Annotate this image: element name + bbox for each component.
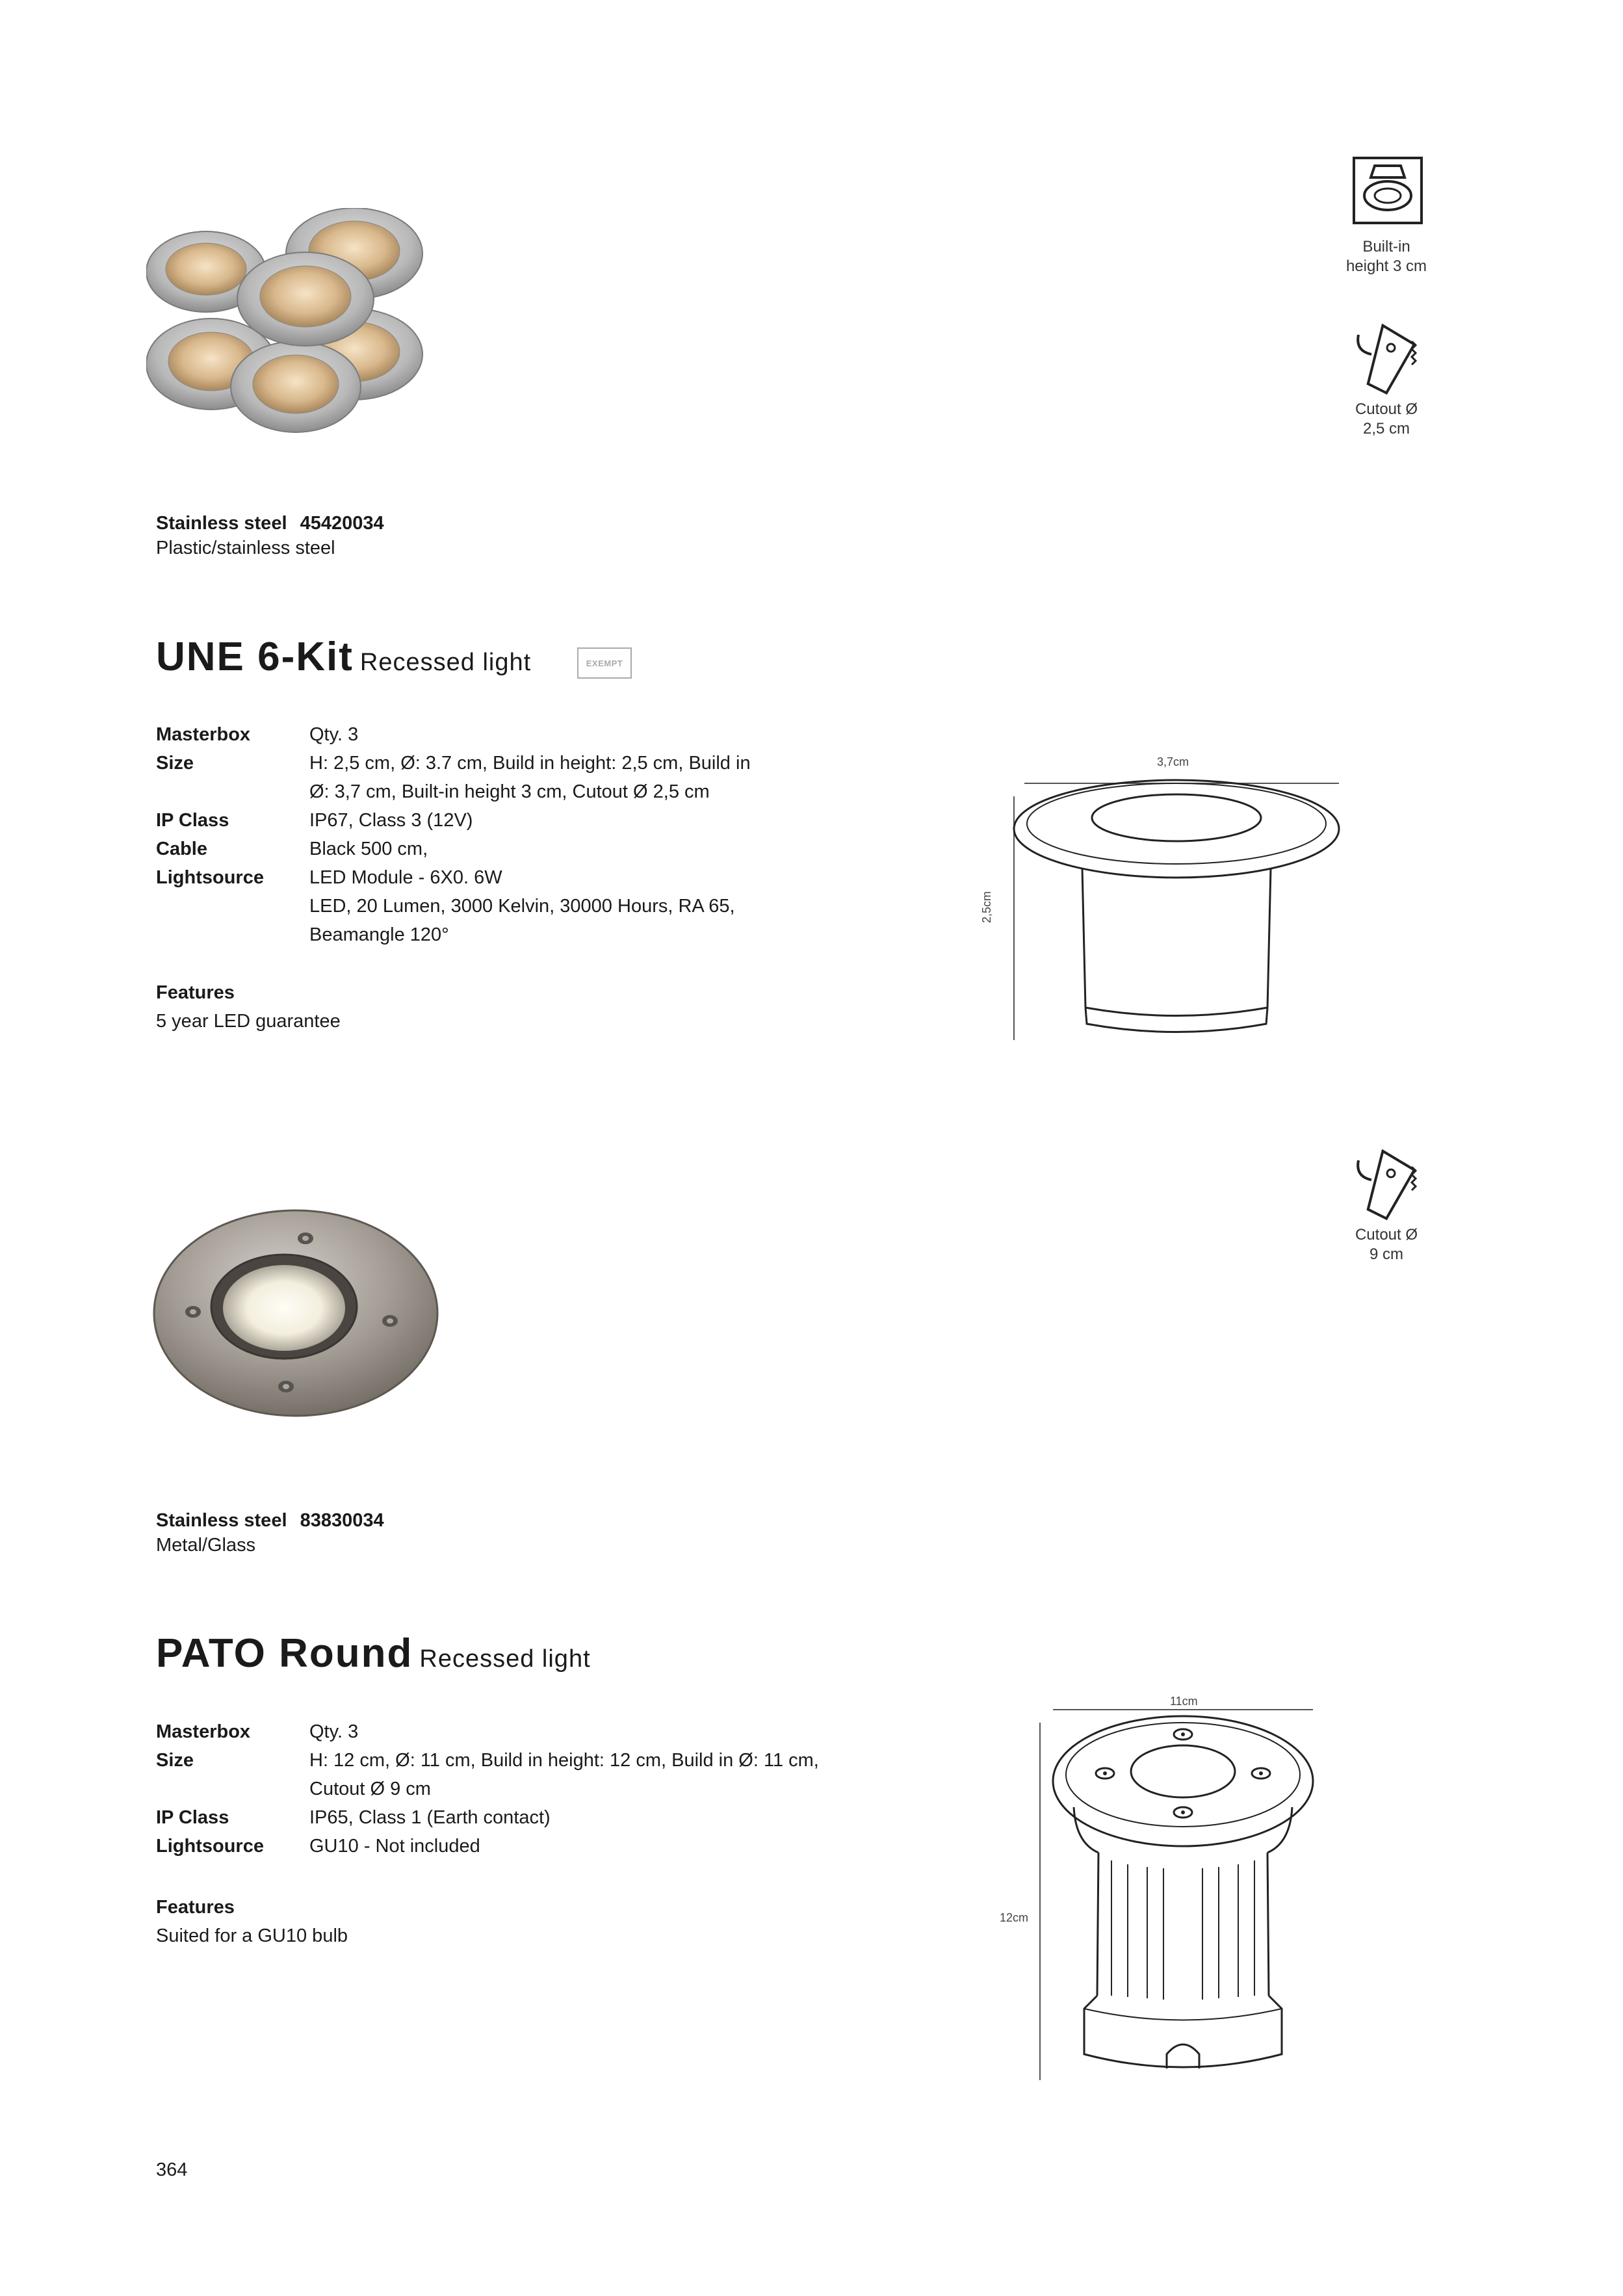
icon-caption: [1321, 1225, 1451, 1264]
spec-label: Masterbox: [156, 724, 251, 745]
spec-line: H: 12 cm, Ø: 11 cm, Build in height: 12 cm, Build in Ø: 11 cm,: [309, 1750, 819, 1771]
spec-value: [309, 1746, 842, 1803]
page-number: 364: [156, 2159, 188, 2180]
spec-row: [156, 749, 842, 806]
finish-label: Stainless steel: [156, 513, 287, 534]
spec-row: [156, 1746, 842, 1803]
spec-value: [309, 720, 842, 749]
screw-icon: [1174, 1729, 1192, 1740]
spec-label: Lightsource: [156, 1836, 264, 1857]
spec-value: [309, 806, 842, 835]
screw-icon: [1096, 1768, 1114, 1779]
spec-line: Ø: 3,7 cm, Built-in height 3 cm, Cutout Ø 2,5 cm: [309, 781, 710, 802]
spec-value: [309, 863, 842, 949]
dimension-width: 3,7cm: [1157, 755, 1189, 768]
features-heading: Features: [156, 1897, 235, 1918]
spec-label: Cable: [156, 839, 207, 859]
spec-line: LED, 20 Lumen, 3000 Kelvin, 30000 Hours, RA 65,: [309, 896, 735, 917]
screw-icon: [298, 1233, 313, 1244]
spec-line: Black 500 cm,: [309, 839, 428, 859]
finish-label: Stainless steel: [156, 1510, 287, 1531]
icon-caption: [1321, 400, 1451, 439]
product-title: [156, 1630, 591, 1676]
product-title-type: Recessed light: [359, 649, 532, 676]
spot-light: [237, 252, 374, 346]
product-photo-pato-round: [146, 1203, 445, 1424]
spec-row: [156, 863, 842, 949]
screw-icon: [382, 1315, 398, 1327]
spot-light: [231, 341, 361, 432]
technical-drawing-pato: [1014, 1690, 1326, 2093]
exempt-badge: EXEMPT: [577, 647, 632, 679]
icon-caption-line: Cutout Ø: [1355, 1226, 1418, 1244]
dimension-height: 12cm: [1000, 1911, 1029, 1924]
spec-value: [309, 835, 842, 863]
spec-label: Size: [156, 753, 194, 774]
material: Metal/Glass: [156, 1535, 256, 1556]
spec-row: [156, 806, 842, 835]
spec-table: [156, 1717, 842, 1860]
saw-cutout-icon: [1352, 322, 1423, 397]
product-photo-une-6-kit: [146, 208, 445, 455]
spec-row: [156, 720, 842, 749]
spec-line: Cutout Ø 9 cm: [309, 1779, 431, 1799]
spec-value: [309, 749, 842, 806]
spec-line: Qty. 3: [309, 724, 359, 745]
spec-value: [309, 1803, 842, 1832]
icon-caption-line: Cutout Ø: [1355, 400, 1418, 418]
spec-value: [309, 1832, 842, 1860]
spec-label: Masterbox: [156, 1721, 251, 1742]
icon-caption: [1321, 237, 1451, 276]
icon-caption-line: 2,5 cm: [1362, 420, 1410, 437]
built-in-height-icon: [1349, 153, 1427, 231]
icon-caption-line: Built-in: [1362, 238, 1410, 255]
spec-row: [156, 1717, 842, 1746]
spec-row: [156, 835, 842, 863]
features-text: 5 year LED guarantee: [156, 1011, 341, 1032]
screw-icon: [185, 1306, 201, 1318]
spec-label: IP Class: [156, 1807, 229, 1828]
dimension-height: 2,5cm: [980, 891, 993, 923]
material: Plastic/stainless steel: [156, 538, 335, 558]
spec-table: [156, 720, 842, 949]
spec-line: IP65, Class 1 (Earth contact): [309, 1807, 551, 1828]
screw-icon: [1252, 1768, 1270, 1779]
product-title-type: Recessed light: [419, 1645, 591, 1673]
spec-line: H: 2,5 cm, Ø: 3.7 cm, Build in height: 2,5 cm, Build in: [309, 753, 751, 774]
product-title-name: PATO Round: [156, 1631, 413, 1676]
features-text: Suited for a GU10 bulb: [156, 1925, 348, 1946]
dimension-width: 11cm: [1170, 1695, 1198, 1708]
spec-line: LED Module - 6X0. 6W: [309, 867, 502, 888]
spec-label: Lightsource: [156, 867, 264, 888]
spec-label: Size: [156, 1750, 194, 1771]
spec-row: [156, 1803, 842, 1832]
product-title: [156, 634, 531, 680]
spec-line: Qty. 3: [309, 1721, 359, 1742]
item-number: 45420034: [300, 513, 384, 534]
spec-label: IP Class: [156, 810, 229, 831]
icon-caption-line: height 3 cm: [1345, 257, 1427, 275]
spec-value: [309, 1717, 842, 1746]
spec-line: IP67, Class 3 (12V): [309, 810, 473, 831]
screw-icon: [1174, 1807, 1192, 1818]
icon-caption-line: 9 cm: [1369, 1246, 1403, 1263]
spec-line: Beamangle 120°: [309, 924, 449, 945]
spec-line: GU10 - Not included: [309, 1836, 480, 1857]
item-number: 83830034: [300, 1510, 384, 1531]
spec-row: [156, 1832, 842, 1860]
technical-drawing-une: [975, 748, 1365, 1047]
screw-icon: [278, 1381, 294, 1392]
product-title-name: UNE 6-Kit: [156, 634, 354, 679]
features-heading: Features: [156, 982, 235, 1003]
saw-cutout-icon: [1352, 1147, 1423, 1222]
